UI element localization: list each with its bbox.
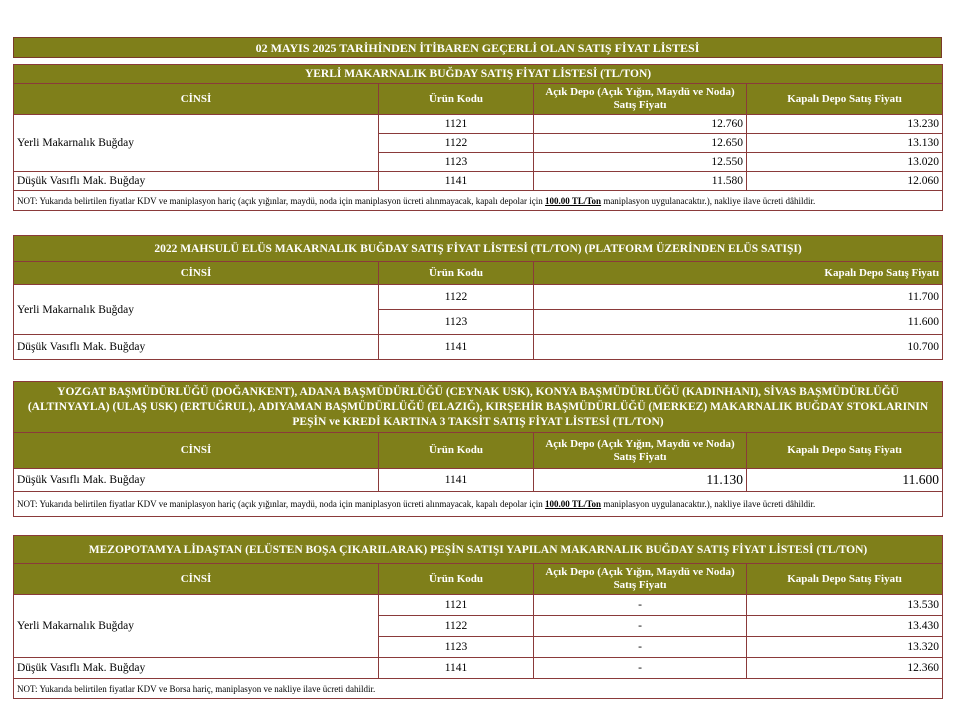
kapali-price: 13.320 bbox=[747, 637, 943, 658]
table-title: 2022 MAHSULÜ ELÜS MAKARNALIK BUĞDAY SATIŞ FİYAT LİSTESİ (TL/TON) (PLATFORM ÜZERİNDEN ELÜS SATIŞI) bbox=[14, 236, 943, 262]
table-note: NOT: Yukarıda belirtilen fiyatlar KDV ve Borsa hariç, maniplasyon ve nakliye ilave ücreti dahildir. bbox=[14, 679, 943, 699]
table-row bbox=[14, 172, 943, 191]
acik-price: 12.760 bbox=[534, 115, 747, 134]
acik-price: 11.580 bbox=[534, 172, 747, 191]
kapali-price: 11.600 bbox=[747, 469, 943, 492]
product-code: 1122 bbox=[379, 616, 534, 637]
header-acik-depo: Açık Depo (Açık Yığın, Maydü ve Noda) Satış Fiyatı bbox=[534, 564, 747, 595]
header-urun-kodu: Ürün Kodu bbox=[379, 262, 534, 285]
main-title: 02 MAYIS 2025 TARİHİNDEN İTİBAREN GEÇERLİ OLAN SATIŞ FİYAT LİSTESİ bbox=[13, 37, 942, 58]
acik-price: 11.130 bbox=[534, 469, 747, 492]
product-code: 1123 bbox=[379, 310, 534, 335]
group-name: Yerli Makarnalık Buğday bbox=[14, 595, 379, 658]
table-row bbox=[14, 115, 943, 134]
note-text-end: maniplasyon uygulanacaktır.), nakliye ilave ücreti dâhildir. bbox=[601, 195, 816, 206]
acik-price: - bbox=[534, 658, 747, 679]
product-code: 1121 bbox=[379, 115, 534, 134]
header-kapali-depo: Kapalı Depo Satış Fiyatı bbox=[747, 433, 943, 469]
kapali-price: 13.130 bbox=[747, 134, 943, 153]
acik-price: 12.650 bbox=[534, 134, 747, 153]
acik-price: 12.550 bbox=[534, 153, 747, 172]
kapali-price: 10.700 bbox=[534, 335, 943, 360]
product-code: 1123 bbox=[379, 153, 534, 172]
product-code: 1141 bbox=[379, 335, 534, 360]
note-text: NOT: Yukarıda belirtilen fiyatlar KDV ve maniplasyon hariç (açık yığınlar, maydü, noda için maniplasyon ücreti alınmayacak, kapalı depolar için bbox=[17, 499, 546, 509]
header-cinsi: CİNSİ bbox=[14, 564, 379, 595]
header-kapali-depo: Kapalı Depo Satış Fiyatı bbox=[747, 564, 943, 595]
acik-price: - bbox=[534, 616, 747, 637]
header-cinsi: CİNSİ bbox=[14, 262, 379, 285]
acik-price: - bbox=[534, 637, 747, 658]
kapali-price: 12.360 bbox=[747, 658, 943, 679]
product-code: 1141 bbox=[379, 469, 534, 492]
table-row bbox=[14, 595, 943, 616]
product-name: Düşük Vasıflı Mak. Buğday bbox=[14, 469, 379, 492]
header-kapali-depo: Kapalı Depo Satış Fiyatı bbox=[534, 262, 943, 285]
table-title: YERLİ MAKARNALIK BUĞDAY SATIŞ FİYAT LİSTESİ (TL/TON) bbox=[14, 65, 943, 84]
table-row bbox=[14, 469, 943, 492]
product-code: 1123 bbox=[379, 637, 534, 658]
product-name: Düşük Vasıflı Mak. Buğday bbox=[14, 335, 379, 360]
header-cinsi: CİNSİ bbox=[14, 433, 379, 469]
header-cinsi: CİNSİ bbox=[14, 84, 379, 115]
product-code: 1122 bbox=[379, 134, 534, 153]
kapali-price: 11.700 bbox=[534, 285, 943, 310]
note-bold: 100.00 TL/Ton bbox=[545, 195, 602, 206]
table-note bbox=[14, 492, 943, 517]
header-urun-kodu: Ürün Kodu bbox=[379, 84, 534, 115]
kapali-price: 13.530 bbox=[747, 595, 943, 616]
note-text: NOT: Yukarıda belirtilen fiyatlar KDV ve maniplasyon hariç (açık yığınlar, maydü, noda için maniplasyon ücreti alınmayacak, kapalı depolar için bbox=[17, 195, 546, 206]
table-row bbox=[14, 285, 943, 310]
kapali-price: 11.600 bbox=[534, 310, 943, 335]
product-code: 1122 bbox=[379, 285, 534, 310]
kapali-price: 13.020 bbox=[747, 153, 943, 172]
product-code: 1141 bbox=[379, 658, 534, 679]
table-mezopotamya bbox=[13, 535, 943, 699]
header-acik-depo: Açık Depo (Açık Yığın, Maydü ve Noda) Satış Fiyatı bbox=[534, 433, 747, 469]
table-basmudurluk bbox=[13, 381, 943, 517]
table-yerli-makarnalik bbox=[13, 64, 943, 211]
header-acik-depo: Açık Depo (Açık Yığın, Maydü ve Noda) Satış Fiyatı bbox=[534, 84, 747, 115]
kapali-price: 13.230 bbox=[747, 115, 943, 134]
acik-price: - bbox=[534, 595, 747, 616]
product-code: 1121 bbox=[379, 595, 534, 616]
product-code: 1141 bbox=[379, 172, 534, 191]
table-note bbox=[14, 191, 943, 211]
header-urun-kodu: Ürün Kodu bbox=[379, 564, 534, 595]
header-kapali-depo: Kapalı Depo Satış Fiyatı bbox=[747, 84, 943, 115]
group-name: Yerli Makarnalık Buğday bbox=[14, 285, 379, 335]
kapali-price: 12.060 bbox=[747, 172, 943, 191]
note-text-end: maniplasyon uygulanacaktır.), nakliye ilave ücreti dâhildir. bbox=[601, 499, 816, 509]
table-row bbox=[14, 335, 943, 360]
table-title: YOZGAT BAŞMÜDÜRLÜĞÜ (DOĞANKENT), ADANA BAŞMÜDÜRLÜĞÜ (CEYNAK USK), KONYA BAŞMÜDÜRLÜĞÜ (KADINHANI), SİVAS BAŞMÜDÜRLÜĞÜ (ALTINYAYLA) (ULAŞ USK) (ERTUĞRUL), ADIYAMAN BAŞMÜDÜRLÜĞÜ (ELAZIĞ), KIRŞEHİR BAŞMÜDÜRLÜĞÜ (MERKEZ) MAKARNALIK BUĞDAY STOKLARININ PEŞİN ve KREDİ KARTINA 3 TAKSİT SATIŞ FİYAT LİSTESİ (TL/TON) bbox=[14, 382, 943, 433]
product-name: Düşük Vasıflı Mak. Buğday bbox=[14, 658, 379, 679]
kapali-price: 13.430 bbox=[747, 616, 943, 637]
table-row bbox=[14, 658, 943, 679]
product-name: Düşük Vasıflı Mak. Buğday bbox=[14, 172, 379, 191]
group-name: Yerli Makarnalık Buğday bbox=[14, 115, 379, 172]
table-elus bbox=[13, 235, 943, 360]
note-bold: 100.00 TL/Ton bbox=[545, 499, 602, 509]
header-urun-kodu: Ürün Kodu bbox=[379, 433, 534, 469]
table-title: MEZOPOTAMYA LİDAŞTAN (ELÜSTEN BOŞA ÇIKARILARAK) PEŞİN SATIŞI YAPILAN MAKARNALIK BUĞDAY SATIŞ FİYAT LİSTESİ (TL/TON) bbox=[14, 536, 943, 564]
